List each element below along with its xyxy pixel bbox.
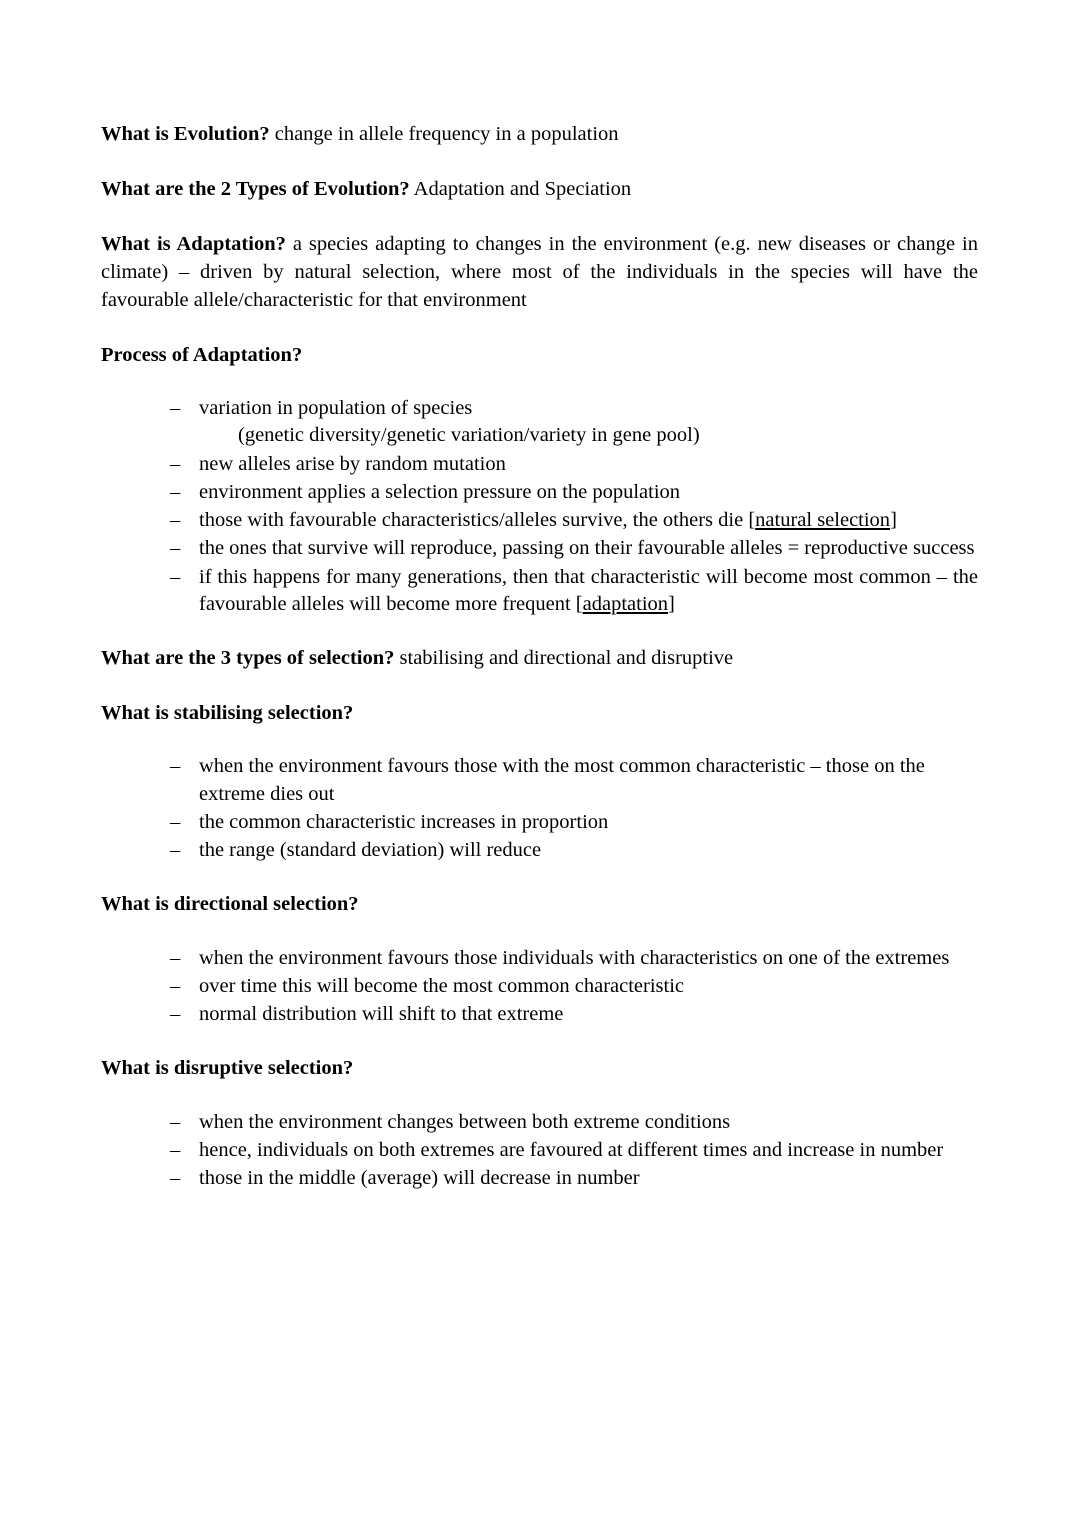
list-item-text: when the environment changes between both extreme conditions [199,1110,731,1133]
list-item-text: the range (standard deviation) will reduce [199,839,542,861]
list-item-text: hence, individuals on both extremes are favoured at different times and increase in number [199,1138,944,1161]
bullet-dash-icon: – [170,946,181,969]
list-item-subline: (genetic diversity/genetic variation/variety in gene pool) [238,424,700,447]
answer-text-evolution: change in allele frequency in a population [269,123,619,145]
bullet-dash-icon: – [170,755,181,778]
list-item [101,507,978,534]
list-item [101,973,978,1000]
qa-block-types-of-selection [101,644,978,672]
bullet-dash-icon: – [170,839,181,861]
section-heading-directional-selection: What is directional selection? [101,893,359,916]
section-heading-disruptive-selection: What is disruptive selection? [101,1057,354,1080]
list-item-text: the ones that survive will reproduce, passing on their favourable alleles = reproductive success [199,537,975,560]
bullet-dash-icon: – [170,974,181,997]
list-item-text: the common characteristic increases in proportion [199,810,609,833]
bullet-dash-icon: – [170,1167,181,1190]
bullet-list-disruptive-selection [101,1109,978,1193]
qa-block-adaptation [101,230,978,315]
question-label-evolution: What is Evolution? [101,123,270,145]
question-label-types-of-selection: What are the 3 types of selection? [101,647,395,670]
bullet-dash-icon: – [170,537,181,560]
list-item [101,1137,978,1164]
list-item [101,451,978,478]
list-item-text: if this happens for many generations, then that characteristic will become most common – the favourable alleles will become more frequent [ [199,565,978,615]
qa-block-types-of-evolution [101,175,978,203]
list-item-text-after: ] [890,509,897,532]
answer-text-types-of-selection: stabilising and directional and disruptive [394,647,734,670]
list-item-text: when the environment favours those with the most common characteristic – those on the extreme dies out [199,755,925,805]
bullet-list-process-of-adaptation [101,395,978,618]
list-item-text: variation in population of species [199,397,473,420]
list-item [101,809,978,836]
list-item [101,945,978,972]
bullet-dash-icon: – [170,1003,181,1026]
bullet-list-directional-selection [101,945,978,1029]
answer-text-types-of-evolution: Adaptation and Speciation [409,177,632,200]
list-item [101,564,978,619]
list-item [101,837,978,864]
list-item [101,535,978,562]
bullet-dash-icon: – [170,1110,181,1133]
bullet-dash-icon: – [170,565,181,588]
question-label-adaptation: What is Adaptation? [101,232,286,255]
underlined-term-natural-selection: natural selection [755,509,891,532]
bullet-dash-icon: – [170,1138,181,1161]
document-body [101,120,978,1192]
bullet-list-stabilising-selection [101,753,978,864]
answer-text-adaptation: a species adapting to changes in the environment (e.g. new diseases or change in climate) – driven by natural selection, where most of the individuals in the species will have the favourable allele/characteristic for that environment [101,232,978,312]
list-item [101,1109,978,1136]
question-label-types-of-evolution: What are the 2 Types of Evolution? [101,177,410,200]
list-item-text-after: ] [668,592,675,615]
list-item-text: those in the middle (average) will decrease in number [199,1167,640,1190]
list-item [101,1165,978,1192]
list-item-text: those with favourable characteristics/alleles survive, the others die [ [199,509,756,532]
list-item [101,479,978,506]
list-item-text: new alleles arise by random mutation [199,452,506,475]
list-item-text: normal distribution will shift to that extreme [199,1003,564,1026]
list-item-text: environment applies a selection pressure on the population [199,480,681,503]
underlined-term-adaptation: adaptation [582,592,669,615]
section-heading-process-of-adaptation: Process of Adaptation? [101,343,303,366]
bullet-dash-icon: – [170,810,181,833]
section-heading-stabilising-selection: What is stabilising selection? [101,701,354,724]
bullet-dash-icon: – [170,480,181,503]
bullet-dash-icon: – [170,397,181,420]
list-item [101,1001,978,1028]
bullet-dash-icon: – [170,509,181,532]
list-item-text: over time this will become the most common characteristic [199,974,685,997]
bullet-dash-icon: – [170,452,181,475]
list-item-text: when the environment favours those individuals with characteristics on one of the extremes [199,946,950,969]
list-item [101,395,978,450]
qa-block-evolution [101,120,978,148]
list-item [101,753,978,808]
